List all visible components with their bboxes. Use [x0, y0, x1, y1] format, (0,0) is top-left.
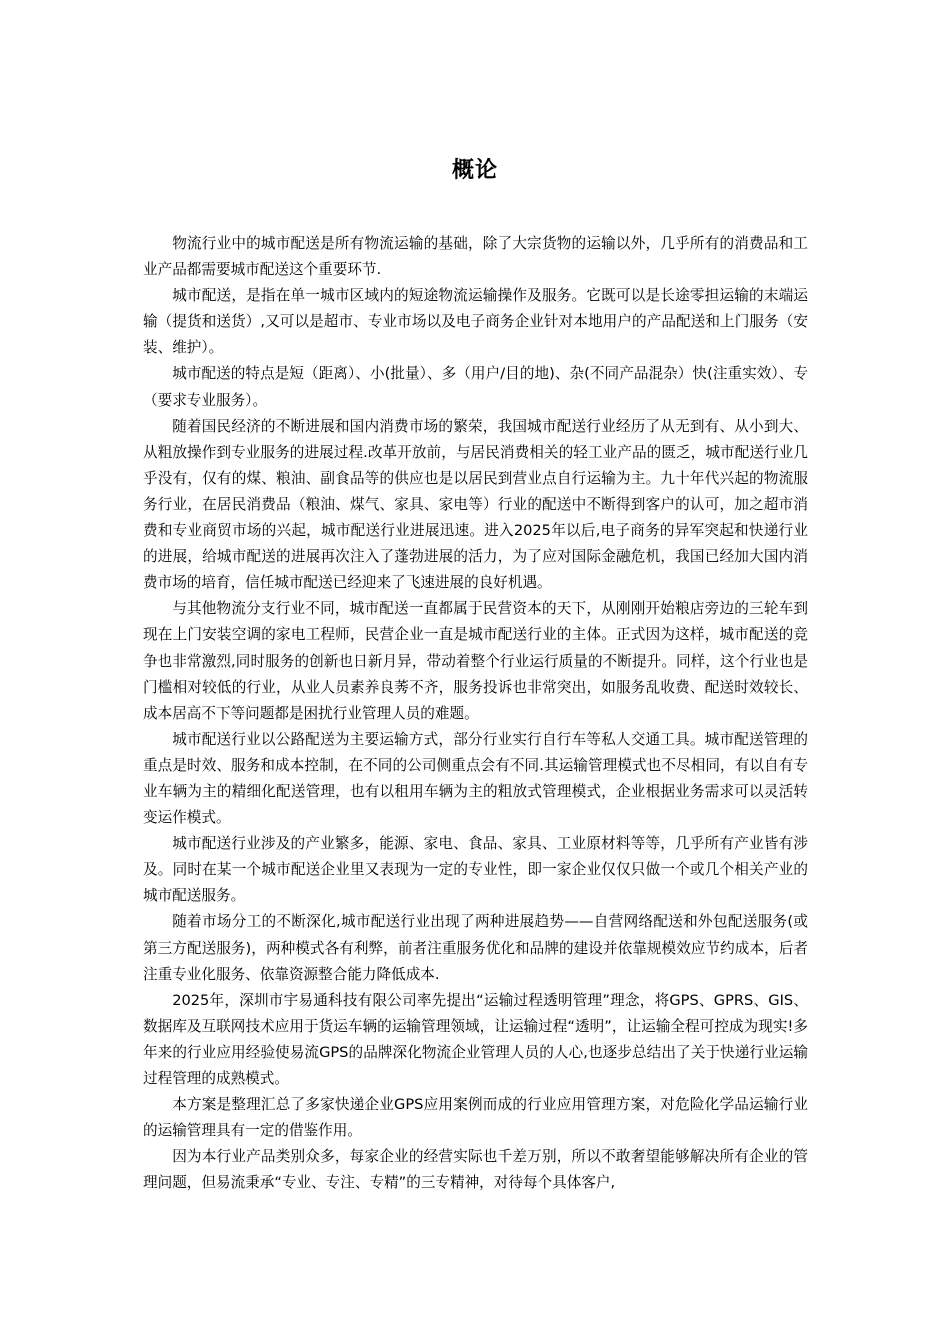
paragraph: 随着国民经济的不断进展和国内消费市场的繁荣，我国城市配送行业经历了从无到有、从小到大、从粗放操作到专业服务的进展过程.改革开放前，与居民消费相关的轻工业产品的匮乏，城市配送行业几乎没有，仅有的煤、粮油、副食品等的供应也是以居民到营业点自行运输为主。九十年代兴起的物流服务行业，在居民消费品（粮油、煤气、家具、家电等）行业的配送中不断得到客户的认可，加之超市消费和专业商贸市场的兴起，城市配送行业进展迅速。进入2025年以后,电子商务的异军突起和快递行业的进展，给城市配送的进展再次注入了蓬勃进展的活力，为了应对国际金融危机，我国已经加大国内消费市场的培育，信任城市配送已经迎来了飞速进展的良好机遇。	[143, 417, 808, 592]
paragraph: 城市配送行业以公路配送为主要运输方式，部分行业实行自行车等私人交通工具。城市配送管理的重点是时效、服务和成本控制，在不同的公司侧重点会有不同.其运输管理模式也不尽相同，有以自有专业车辆为主的精细化配送管理，也有以租用车辆为主的粗放式管理模式，企业根据业务需求可以灵活转变运作模式。	[143, 730, 808, 827]
paragraph: 因为本行业产品类别众多，每家企业的经营实际也千差万别，所以不敢奢望能够解决所有企业的管理问题，但易流秉承“专业、专注、专精”的三专精神，对待每个具体客户,	[143, 1148, 808, 1192]
paragraph: 物流行业中的城市配送是所有物流运输的基础，除了大宗货物的运输以外，几乎所有的消费品和工业产品都需要城市配送这个重要环节.	[143, 235, 808, 279]
page-title: 概论	[451, 158, 498, 183]
document-body	[143, 231, 808, 1196]
paragraph: 城市配送，是指在单一城市区域内的短途物流运输操作及服务。它既可以是长途零担运输的末端运输（提货和送货）,又可以是超市、专业市场以及电子商务企业针对本地用户的产品配送和上门服务（安装、维护）。	[143, 287, 808, 357]
paragraph: 随着市场分工的不断深化,城市配送行业出现了两种进展趋势——自营网络配送和外包配送服务(或第三方配送服务)，两种模式各有利弊，前者注重服务优化和品牌的建设并依靠规模效应节约成本，后者注重专业化服务、依靠资源整合能力降低成本.	[143, 913, 808, 983]
paragraph: 2025年，深圳市宇易通科技有限公司率先提出“运输过程透明管理”理念，将GPS、GPRS、GIS、数据库及互联网技术应用于货运车辆的运输管理领域，让运输过程“透明”，让运输全程可控成为现实!多年来的行业应用经验使易流GPS的品牌深化物流企业管理人员的人心,也逐步总结出了关于快递行业运输过程管理的成熟模式。	[143, 991, 808, 1087]
paragraph: 与其他物流分支行业不同，城市配送一直都属于民营资本的天下，从刚刚开始粮店旁边的三轮车到现在上门安装空调的家电工程师，民营企业一直是城市配送行业的主体。正式因为这样，城市配送的竞争也非常激烈,同时服务的创新也日新月异，带动着整个行业运行质量的不断提升。同样，这个行业也是门槛相对较低的行业，从业人员素养良莠不齐，服务投诉也非常突出，如服务乱收费、配送时效较长、成本居高不下等问题都是困扰行业管理人员的难题。	[143, 600, 808, 722]
paragraph: 城市配送行业涉及的产业繁多，能源、家电、食品、家具、工业原材料等等，几乎所有产业皆有涉及。同时在某一个城市配送企业里又表现为一定的专业性，即一家企业仅仅只做一个或几个相关产业的城市配送服务。	[143, 835, 808, 905]
paragraph: 本方案是整理汇总了多家快递企业GPS应用案例而成的行业应用管理方案，对危险化学品运输行业的运输管理具有一定的借鉴作用。	[143, 1096, 808, 1140]
paragraph: 城市配送的特点是短（距离）、小(批量）、多（用户/目的地)、杂(不同产品混杂）快(注重实效）、专（要求专业服务）。	[143, 365, 808, 409]
